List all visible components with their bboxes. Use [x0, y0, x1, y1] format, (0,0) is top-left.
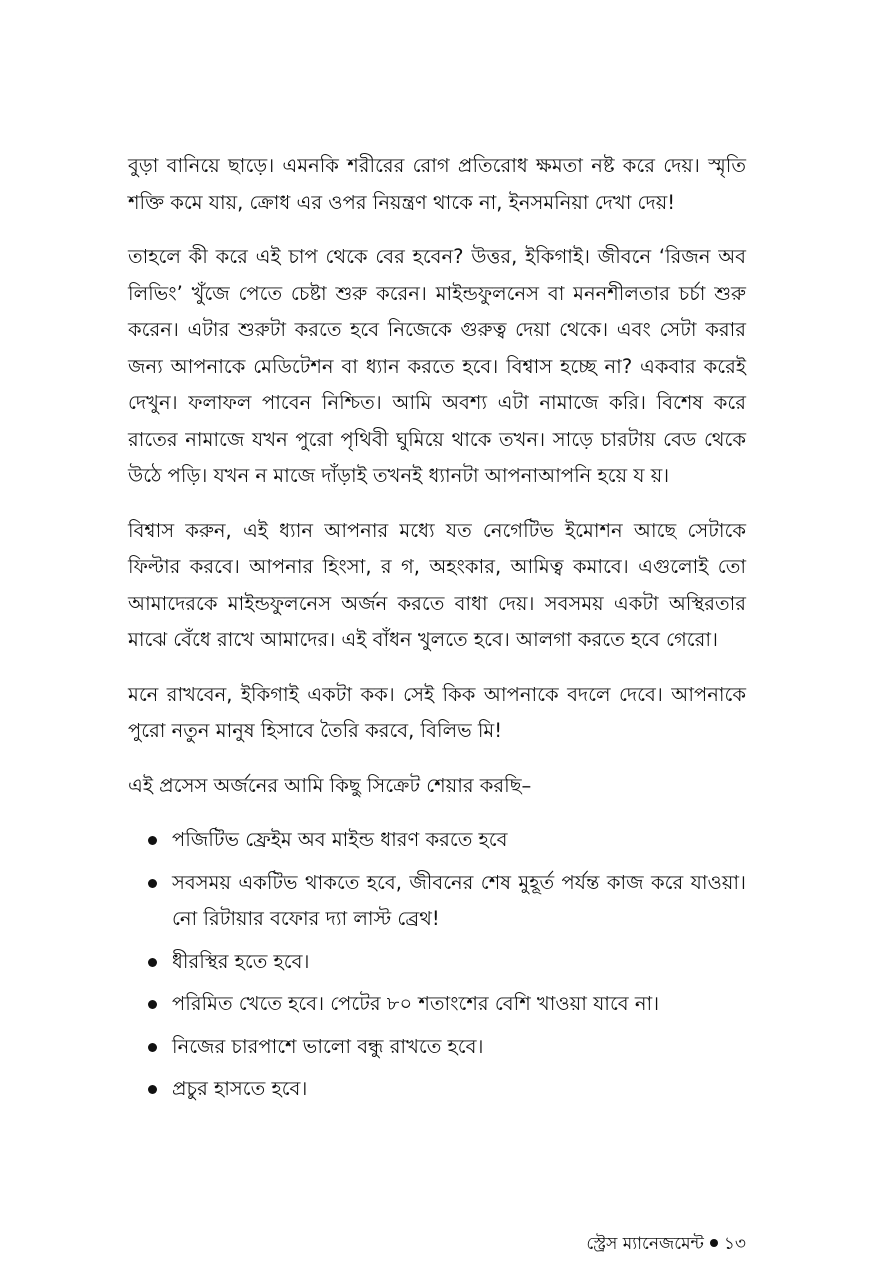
list-item-text: সবসময় একটিভ থাকতে হবে, জীবনের শেষ মুহূর্ত পর্যন্ত কাজ করে যাওয়া। নো রিটায়ার বফোর দ্যা লাস্ট ব্রেথ! — [172, 870, 746, 930]
paragraph-5: এই প্রসেস অর্জনের আমি কিছু সিক্রেট শেয়ার করছি– — [128, 773, 532, 797]
list-item — [128, 944, 746, 981]
list-item-text: পজিটিভ ফ্রেইম অব মাইন্ড ধারণ করতে হবে — [172, 828, 508, 851]
paragraph-4: মনে রাখবেন, ইকিগাই একটা কক। সেই কিক আপনাকে বদলে দেবে। আপনাকে পুরো নতুন মানুষ হিসাবে তৈরি করবে, বিলিভ মি! — [128, 682, 746, 742]
paragraph-1: বুড়া বানিয়ে ছাড়ে। এমনকি শরীরের রোগ প্রতিরোধ ক্ষমতা নষ্ট করে দেয়। স্মৃতি শক্তি কমে যায়, ক্রোধ এর ওপর নিয়ন্ত্রণ থাকে না, ইনসমনিয়া দেখা দেয়! — [128, 154, 746, 214]
running-title: স্ট্রেস ম্যানেজমেন্ট — [586, 1234, 704, 1254]
page-number: ১৩ — [723, 1234, 746, 1254]
paragraph-3: বিশ্বাস করুন, এই ধ্যান আপনার মধ্যে যত নেগেটিভ ইমোশন আছে সেটাকে ফিল্টার করবে। আপনার হিংসা, র গ, অহংকার, আমিত্ব কমাবে। এগুলোই তো আমাদেরকে মাইন্ডফুলনেস অর্জন করতে বাধা দেয়। সবসময় একটা অস্থিরতার মাঝে বেঁধে রাখে আমাদের। এই বাঁধন খুলতে হবে। আলগা করতে হবে গেরো। — [128, 518, 746, 651]
list-item — [128, 822, 746, 859]
list-item-text: নিজের চারপাশে ভালো বন্ধু রাখতে হবে। — [172, 1034, 484, 1058]
list-item — [128, 1071, 746, 1108]
list-item-text: ধীরস্থির হতে হবে। — [172, 949, 310, 973]
list-item-text: প্রচুর হাসতে হবে। — [172, 1077, 308, 1100]
list-item — [128, 865, 746, 938]
paragraph-2: তাহলে কী করে এই চাপ থেকে বের হবেন? উত্তর, ইকিগাই। জীবনে ‘রিজন অব লিভিং’ খুঁজে পেতে চেষ্টা শুরু করেন। মাইন্ডফুলনেস বা মননশীলতার চর্চা শুরু করেন। এটার শুরুটা করতে হবে নিজেকে গুরুত্ব দেয়া থেকে। এবং সেটা করার জন্য আপনাকে মেডিটেশন বা ধ্যান করতে হবে। বিশ্বাস হচ্ছে না? একবার করেই দেখুন। ফলাফল পাবেন নিশ্চিত। আমি অবশ্য এটা নামাজে করি। বিশেষ করে রাতের নামাজে যখন পুরো পৃথিবী ঘুমিয়ে থাকে তখন। সাড়ে চারটায় বেড থেকে উঠে পড়ি। যখন ন মাজে দাঁড়াই তখনই ধ্যানটা আপনাআপনি হয়ে য য়। — [128, 245, 746, 487]
secrets-list — [128, 822, 746, 1108]
list-item — [128, 986, 746, 1023]
page-footer — [586, 1232, 746, 1256]
bullet-icon — [148, 958, 157, 967]
separator-dot-icon — [710, 1239, 718, 1247]
bullet-icon — [148, 1043, 157, 1052]
bullet-icon — [148, 879, 157, 888]
list-item — [128, 1029, 746, 1066]
list-item-text: পরিমিত খেতে হবে। পেটের ৮০ শতাংশের বেশি খাওয়া যাবে না। — [172, 992, 660, 1015]
bullet-icon — [148, 1000, 157, 1009]
bullet-icon — [148, 1085, 157, 1094]
page-body — [128, 148, 746, 1114]
bullet-icon — [148, 836, 157, 845]
